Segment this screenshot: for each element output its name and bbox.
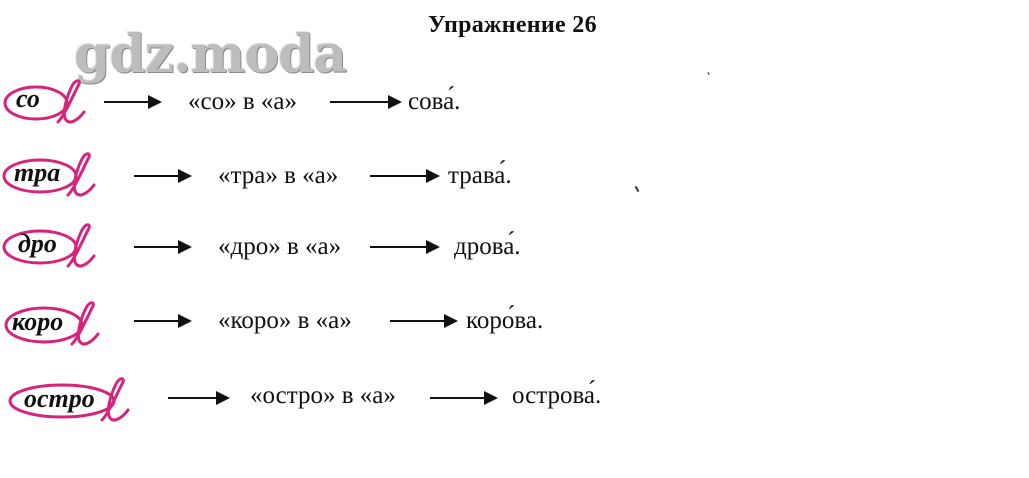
rule-phrase: «коро» в «а»: [218, 307, 352, 334]
exercise-row-5: [0, 372, 1029, 432]
syllable-label: тра: [14, 158, 61, 187]
rule-phrase: «со» в «а»: [188, 88, 297, 115]
arrow-icon: [168, 397, 228, 399]
syllable-label: остро: [24, 384, 95, 413]
arrow-icon: [370, 246, 438, 248]
arrow-icon: [134, 320, 190, 322]
exercise-row-3: [0, 220, 1029, 280]
rule-phrase: «остро» в «а»: [250, 382, 396, 409]
result-word: сова́.: [408, 88, 461, 115]
exercise-title: Упражнение 26: [428, 12, 597, 38]
result-word: дрова́.: [454, 233, 521, 260]
syllable-label: со: [16, 84, 40, 113]
exercise-row-1: [0, 78, 1029, 138]
watermark-logo: gdz.moda: [74, 24, 347, 85]
result-word: трава́.: [448, 162, 512, 189]
arrow-icon: [370, 175, 438, 177]
arrow-icon: [134, 246, 190, 248]
exercise-row-2: [0, 150, 1029, 210]
arrow-icon: [104, 101, 160, 103]
stray-mark: [707, 72, 709, 75]
rule-phrase: «дро» в «а»: [218, 233, 342, 260]
rule-phrase: «тра» в «а»: [218, 162, 339, 189]
arrow-icon: [134, 175, 190, 177]
arrow-icon: [430, 397, 496, 399]
arrow-icon: [390, 320, 456, 322]
arrow-icon: [330, 101, 400, 103]
result-word: острова́.: [512, 382, 602, 409]
syllable-label: дро: [18, 229, 57, 258]
result-word: коро́ва.: [466, 307, 544, 334]
exercise-row-4: [0, 296, 1029, 356]
syllable-label: коро: [12, 307, 64, 336]
